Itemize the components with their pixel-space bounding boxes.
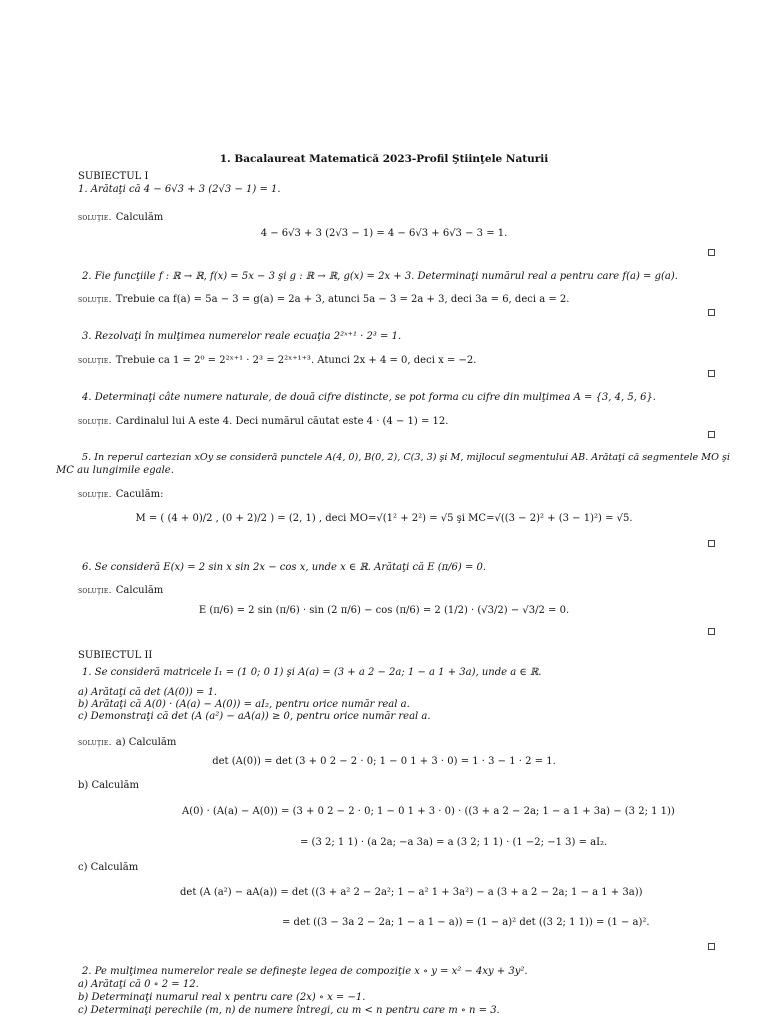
problem-ii-1-part-c: c) Demonstraţi că det (A (a²) − aA(a)) ≥ 0, pentru orice număr real a. [78, 711, 431, 722]
problem-6-solution [78, 585, 163, 597]
problem-ii-1-solution-a [78, 737, 176, 749]
problem-ii-1-statement: 1. Se consideră matricele I₁ = (1 0; 0 1) şi A(a) = (3 + a 2 − 2a; 1 − a 1 + 3a), unde a ∈ ℝ. [82, 667, 542, 678]
problem-5-statement-line-1: 5. In reperul cartezian xOy se consideră punctele A(4, 0), B(0, 2), C(3, 3) şi M, mijlocul segmentului AB. Arătaţi că segmentele MO şi [82, 452, 730, 463]
solution-label: soluţie. [78, 738, 112, 748]
problem-ii-1-part-a: a) Arătaţi că det (A(0)) = 1. [78, 687, 218, 698]
problem-ii-1-solution-c: c) Calculăm [78, 862, 139, 873]
problem-5-equation: M = ( (4 + 0)/2 , (0 + 2)/2 ) = (2, 1) , deci MO=√(1² + 2²) = √5 şi MC=√((3 − 2)² + (3 − 1)²) = √5. [135, 513, 633, 524]
problem-6-equation: E (π/6) = 2 sin (π/6) · sin (2 π/6) − cos (π/6) = 2 (1/2) · (√3/2) − √3/2 = 0. [198, 605, 570, 616]
problem-ii-2-part-a: a) Arătaţi că 0 ∘ 2 = 12. [78, 979, 199, 990]
qed-symbol [708, 540, 715, 547]
qed-symbol [708, 431, 715, 438]
problem-ii-1-part-b: b) Arătaţi că A(0) · (A(a) − A(0)) = aI₂, pentru orice număr real a. [78, 699, 410, 710]
qed-symbol [708, 249, 715, 256]
problem-6-statement: 6. Se consideră E(x) = 2 sin x sin 2x − cos x, unde x ∈ ℝ. Arătaţi că E (π/6) = 0. [82, 562, 487, 573]
problem-ii-2-part-b: b) Determinaţi numarul real x pentru care (2x) ∘ x = −1. [78, 992, 366, 1003]
section-heading-1: SUBIECTUL I [78, 171, 149, 182]
problem-1-solution [78, 212, 163, 224]
page-title: 1. Bacalaureat Matematică 2023-Profil Ştiinţele Naturii [219, 153, 549, 165]
qed-symbol [708, 370, 715, 377]
solution-label: soluţie. [78, 213, 112, 223]
problem-ii-1-solution-b: b) Calculăm [78, 780, 139, 791]
problem-ii-2-part-c: c) Determinaţi perechile (m, n) de numere întregi, cu m < n pentru care m ∘ n = 3. [78, 1005, 500, 1016]
qed-symbol [708, 309, 715, 316]
solution-text: Trebuie ca 1 = 2⁰ = 2²ˣ⁺¹ · 2³ = 2²ˣ⁺¹⁺³. Atunci 2x + 4 = 0, deci x = −2. [115, 355, 477, 366]
problem-5-solution [78, 489, 163, 501]
solution-label: soluţie. [78, 295, 112, 305]
solution-text: Trebuie ca f(a) = 5a − 3 = g(a) = 2a + 3, atunci 5a − 3 = 2a + 3, deci 3a = 6, deci a = 2. [115, 294, 570, 305]
solution-text: Calculăm [115, 585, 164, 596]
problem-ii-1-equation-c1: det (A (a²) − aA(a)) = det ((3 + a² 2 − 2a²; 1 − a² 1 + 3a²) − a (3 + a 2 − 2a; 1 − a 1 + 3a)) [180, 887, 643, 898]
problem-ii-1-equation-b2: = (3 2; 1 1) · (a 2a; −a 3a) = a (3 2; 1 1) · (1 −2; −1 3) = aI₂. [300, 837, 608, 848]
solution-text: Caculăm: [115, 489, 164, 500]
problem-1-equation: 4 − 6√3 + 3 (2√3 − 1) = 4 − 6√3 + 6√3 − 3 = 1. [260, 228, 508, 239]
solution-label: soluţie. [78, 417, 112, 427]
solution-text: Cardinalul lui A este 4. Deci numărul căutat este 4 · (4 − 1) = 12. [115, 416, 449, 427]
solution-label: soluţie. [78, 586, 112, 596]
problem-5-statement-line-2: MC au lungimile egale. [56, 465, 174, 476]
problem-ii-2-statement: 2. Pe mulţimea numerelor reale se defineşte legea de compoziţie x ∘ y = x² − 4xy + 3y². [82, 966, 528, 977]
problem-4-solution [78, 416, 448, 428]
qed-symbol [708, 628, 715, 635]
problem-ii-1-equation-b1: A(0) · (A(a) − A(0)) = (3 + 0 2 − 2 · 0; 1 − 0 1 + 3 · 0) · ((3 + a 2 − 2a; 1 − a 1 + 3a) − (3 2; 1 1)) [182, 806, 675, 817]
problem-ii-1-equation-c2: = det ((3 − 3a 2 − 2a; 1 − a 1 − a)) = (1 − a)² det ((3 2; 1 1)) = (1 − a)². [282, 917, 650, 928]
solution-label: soluţie. [78, 356, 112, 366]
problem-2-statement: 2. Fie funcţiile f : ℝ → ℝ, f(x) = 5x − 3 şi g : ℝ → ℝ, g(x) = 2x + 3. Determinaţi numărul real a pentru care f(a) = g(a). [82, 271, 678, 282]
qed-symbol [708, 943, 715, 950]
section-heading-2: SUBIECTUL II [78, 650, 153, 661]
solution-label: soluţie. [78, 490, 112, 500]
problem-2-solution [78, 294, 569, 306]
solution-text: a) Calculăm [115, 737, 177, 748]
solution-text: Calculăm [115, 212, 164, 223]
problem-3-solution [78, 355, 476, 367]
problem-3-statement: 3. Rezolvaţi în mulţimea numerelor reale ecuaţia 2²ˣ⁺¹ · 2³ = 1. [82, 331, 402, 342]
problem-ii-1-equation-a: det (A(0)) = det (3 + 0 2 − 2 · 0; 1 − 0 1 + 3 · 0) = 1 · 3 − 1 · 2 = 1. [212, 756, 556, 767]
problem-1-statement: 1. Arătaţi că 4 − 6√3 + 3 (2√3 − 1) = 1. [78, 184, 281, 195]
problem-4-statement: 4. Determinaţi câte numere naturale, de două cifre distincte, se pot forma cu cifre din mulţimea A = {3, 4, 5, 6}. [82, 392, 656, 403]
